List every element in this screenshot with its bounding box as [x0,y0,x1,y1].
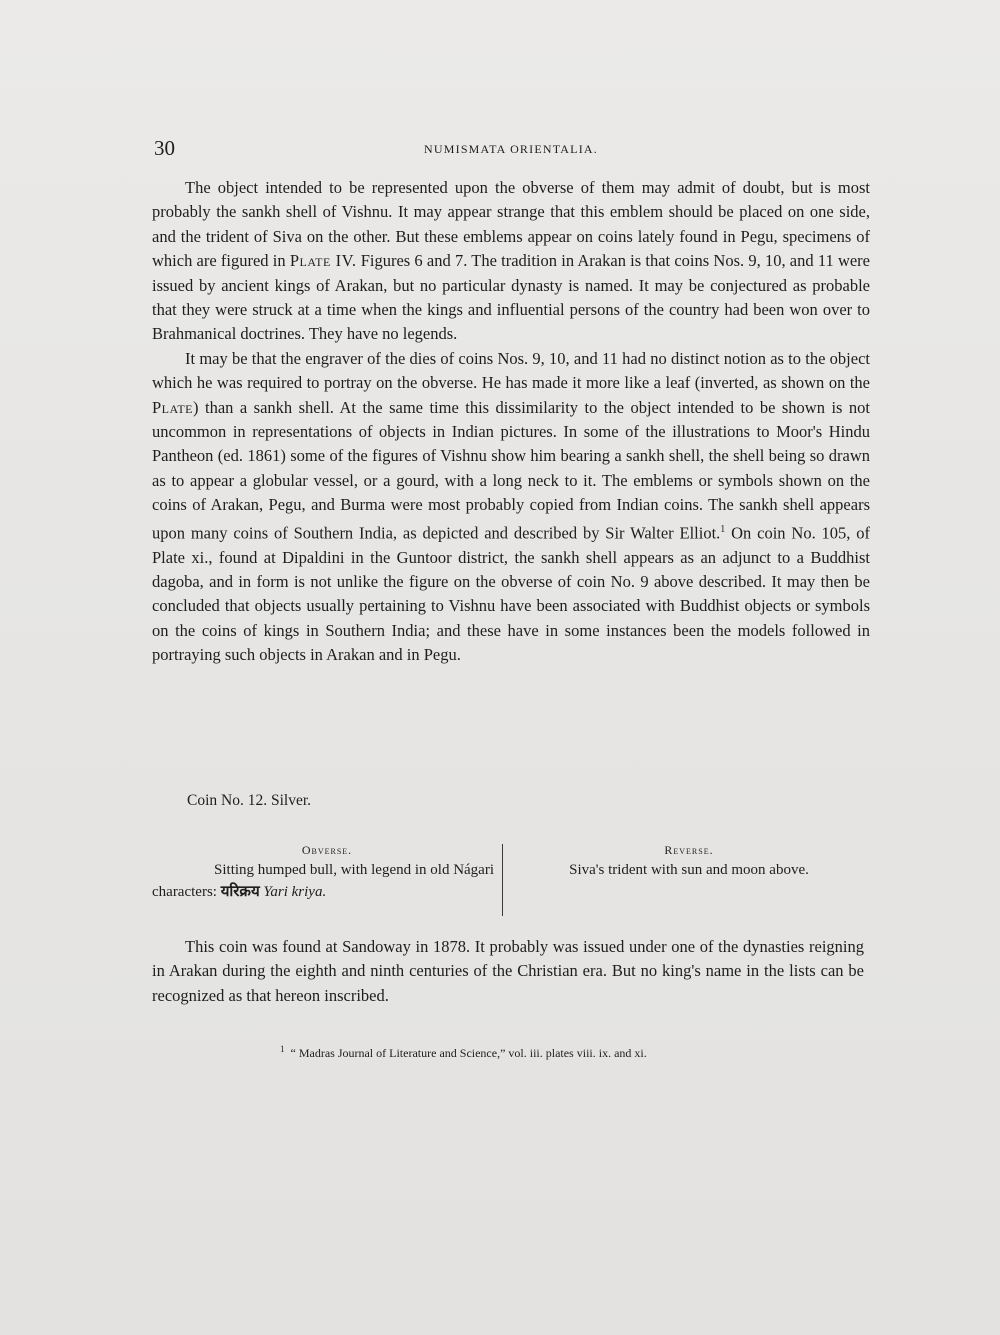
obverse-description: Sitting humped bull, with legend in old Nágari [214,862,494,878]
obverse-legend-prefix: characters: [152,884,221,900]
footnote-reference: 1 [720,523,726,535]
obverse-column [152,840,502,903]
legend-transliteration: Yari kriya. [263,884,327,900]
reverse-description: Siva's trident with sun and moon above. [569,862,809,878]
footnote [280,1040,740,1062]
devanagari-legend: यरिक्रय [220,882,260,900]
paragraph-2-text-a: It may be that the engraver of the dies of coins Nos. 9, 10, and 11 had no distinct notion as to the object which he was required to portray on the obverse. He has made it more like a leaf (inverted, as shown on the [152,348,870,393]
column-divider [502,844,503,916]
reverse-title: Reverse. [664,843,714,857]
closing-paragraph-text: This coin was found at Sandoway in 1878. It probably was issued under one of the dynasties reigning in Arakan during the eighth and ninth centuries of the Christian era. But no king's name in the lists can be recognized as that hereon inscribed. [152,937,864,1005]
running-title: NUMISMATA ORIENTALIA. [424,142,598,156]
paragraph-1 [152,176,870,347]
main-text [152,176,870,668]
paragraph-2-text-b: ) than a sankh shell. At the same time this dissimilarity to the object intended to be shown is not uncommon in representations of objects in Indian pictures. In some of the illustrations to Moor's Hindu Pantheon (ed. 1861) some of the figures of Vishnu show him bearing a sankh shell, the shell being so drawn as to appear a globular vessel, or a gourd, with a long neck to it. The emblems or symbols shown on the coins of Arakan, Pegu, and Burma were most probably copied from Indian coins. The sankh shell appears upon many coins of Southern India, as depicted and described by Sir Walter Elliot. [152,397,870,543]
paragraph-1-text-a: The object intended to be represented upon the obverse of them may admit of doubt, but is most probably the sankh shell of Vishnu. It may appear strange that this emblem should be placed on one side, and the trident of Siva on the other. But these emblems appear on coins lately found in Pegu, specimens of which are figured in [152,178,870,271]
paragraph-2-text-c: On coin No. 105, of Plate xi., found at Dipaldini in the Guntoor district, the sankh shell appears as an adjunct to a Buddhist dagoba, and in form is not unlike the figure on the obverse of coin No. 9 above described. It may then be concluded that objects usually pertaining to Vishnu have been associated with Buddhist objects or symbols on the coins of kings in Southern India; and these have in some instances been the models followed in portraying such objects in Arakan and in Pegu. [152,523,870,665]
closing-paragraph [152,935,864,1008]
obverse-legend-line [152,881,502,903]
obverse-title: Obverse. [301,843,353,857]
plate-iv-reference: Plate IV. [289,251,357,271]
reverse-column [508,840,870,881]
coin-heading: Coin No. 12. Silver. [187,792,312,809]
footnote-text: “ Madras Journal of Literature and Science,” vol. iii. plates viii. ix. and xi. [290,1046,647,1060]
paragraph-1-text-b: Figures 6 and 7. The tradition in Arakan is that coins Nos. 9, 10, and 11 were issued by ancient kings of Arakan, but no particular dynasty is named. It may be conjectured as probable that they were struck at a time when the kings and influential persons of the country had been won over to Brahmanical doctrines. They have no legends. [152,251,870,344]
plate-reference: Plate [152,397,194,417]
page-number: 30 [154,136,175,160]
coin-description-table [152,840,870,916]
paragraph-2 [152,347,870,668]
page-header [152,136,870,160]
footnote-mark: 1 [280,1044,285,1054]
